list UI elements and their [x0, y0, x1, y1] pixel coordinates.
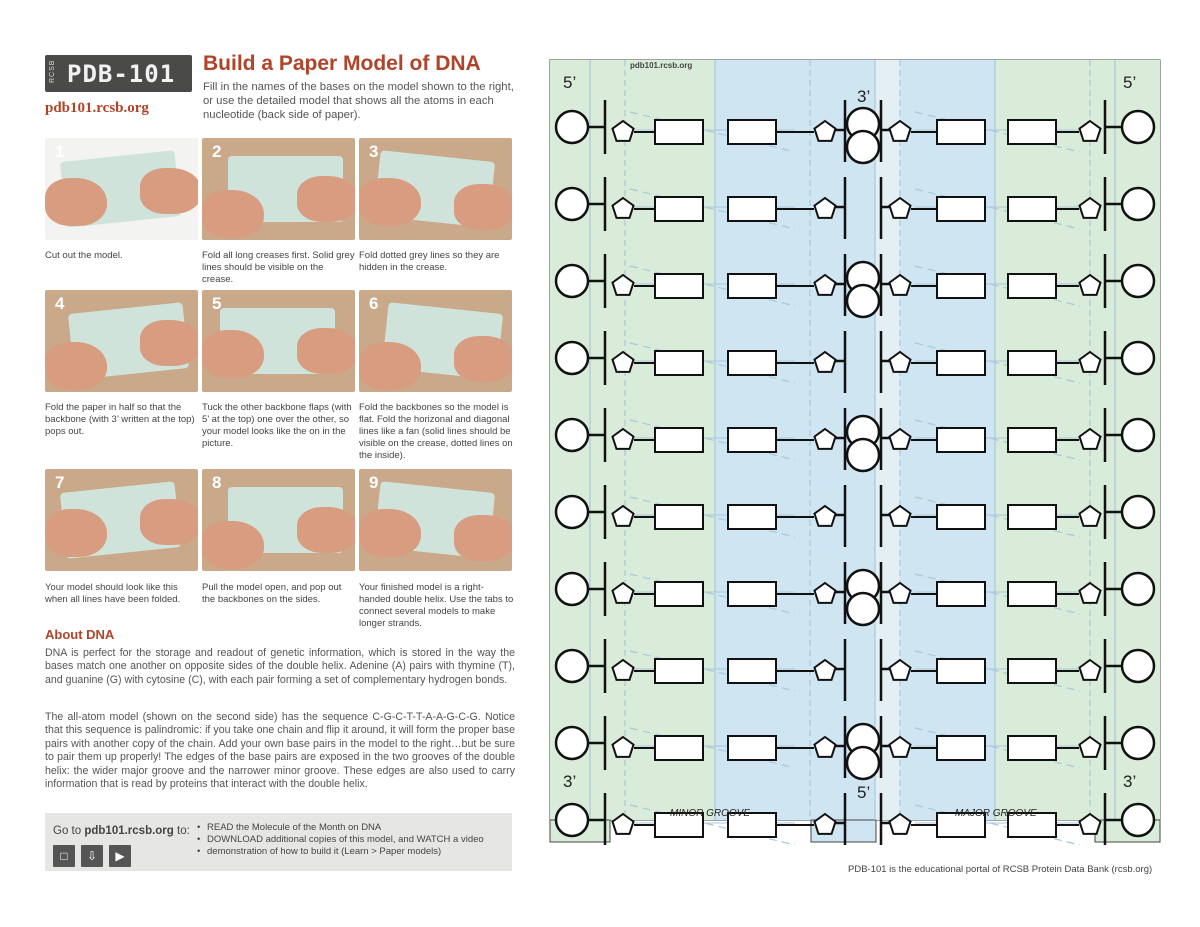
base-box	[1008, 736, 1056, 760]
step-photo-3	[359, 138, 512, 240]
base-box	[655, 736, 703, 760]
phosphate-circle	[1122, 727, 1154, 759]
phosphate-circle	[556, 650, 588, 682]
phosphate-circle	[847, 747, 879, 779]
right-strand-top-label: 5’	[1123, 73, 1137, 92]
left-strand-bottom-label: 3’	[563, 772, 577, 791]
about-paragraph-2: The all-atom model (shown on the second side) has the sequence C-G-C-T-T-A-A-G-C-G. Notice that this sequence is palindromic: if you take one chain and flip it around, it will form the proper base pairs with another copy of the chain. Add your own base pairs in the model to the right…but be sure to pair them up properly! The edges of the base pairs are exposed in the two grooves of the double helix: the wider major groove and the narrower minor groove. These edges are also used to carry information that is read by proteins that interact with the double helix.	[45, 711, 515, 791]
base-box	[1008, 428, 1056, 452]
phosphate-circle	[847, 131, 879, 163]
center-strand-bottom-label: 5’	[857, 783, 871, 802]
step-photo-7	[45, 469, 198, 571]
phosphate-circle	[556, 804, 588, 836]
step-number: 9	[369, 473, 379, 492]
base-box	[1008, 659, 1056, 683]
phosphate-circle	[847, 439, 879, 471]
base-box	[655, 120, 703, 144]
base-box	[655, 274, 703, 298]
phosphate-circle	[1122, 342, 1154, 374]
step-photo-1	[45, 138, 198, 240]
logo-name: PDB-101	[67, 60, 176, 88]
step-photo-4	[45, 290, 198, 392]
step-caption-6: Fold the backbones so the model is flat. Fold the horizonal and diagonal lines like a fan (solid lines should be visible on the crease, dotted lines on the inside).	[359, 402, 513, 461]
step-number: 7	[55, 473, 65, 492]
page-title: Build a Paper Model of DNA	[203, 52, 481, 75]
download-icon[interactable]: ⇩	[81, 845, 103, 867]
phosphate-circle	[1122, 111, 1154, 143]
dna-paper-model	[545, 50, 1165, 845]
phosphate-circle	[1122, 188, 1154, 220]
phosphate-circle	[556, 188, 588, 220]
goto-item-demo: • demonstration of how to build it (Learn > Paper models)	[197, 846, 484, 858]
step-caption-9: Your finished model is a right-handed double helix. Use the tabs to connect several models to make longer strands.	[359, 582, 514, 629]
base-box	[655, 351, 703, 375]
base-box	[728, 505, 776, 529]
step-number: 4	[55, 294, 65, 313]
about-heading: About DNA	[45, 627, 115, 642]
base-box	[1008, 120, 1056, 144]
base-box	[655, 197, 703, 221]
base-box	[937, 582, 985, 606]
base-box	[728, 351, 776, 375]
goto-list	[197, 822, 484, 858]
base-box	[937, 197, 985, 221]
base-box	[1008, 197, 1056, 221]
step-caption-5: Tuck the other backbone flaps (with 5’ at the top) one over the other, so your model looks like the on in the picture.	[202, 402, 352, 449]
goto-site-link[interactable]: pdb101.rcsb.org	[84, 825, 174, 837]
goto-suffix: to:	[177, 825, 190, 837]
phosphate-circle	[1122, 804, 1154, 836]
phosphate-circle	[556, 419, 588, 451]
site-link[interactable]: pdb101.rcsb.org	[45, 100, 149, 116]
phosphate-circle	[1122, 573, 1154, 605]
base-box	[728, 659, 776, 683]
goto-box	[45, 813, 512, 871]
phosphate-circle	[847, 285, 879, 317]
step-caption-7: Your model should look like this when all lines have been folded.	[45, 582, 181, 605]
minor-groove-label: MINOR GROOVE	[670, 808, 751, 819]
base-box	[937, 505, 985, 529]
step-caption-4: Fold the paper in half so that the backbone (with 3’ written at the top) pops out.	[45, 402, 195, 437]
base-box	[728, 120, 776, 144]
play-icon[interactable]: ▶	[109, 845, 131, 867]
base-box	[655, 505, 703, 529]
base-box	[937, 120, 985, 144]
base-box	[1008, 505, 1056, 529]
base-box	[1008, 274, 1056, 298]
base-box	[1008, 582, 1056, 606]
step-number: 3	[369, 142, 379, 161]
phosphate-circle	[1122, 650, 1154, 682]
step-photo-8	[202, 469, 355, 571]
base-box	[728, 274, 776, 298]
phosphate-circle	[1122, 496, 1154, 528]
base-box	[728, 736, 776, 760]
step-photo-6	[359, 290, 512, 392]
step-caption-1: Cut out the model.	[45, 250, 123, 261]
phosphate-circle	[556, 727, 588, 759]
phosphate-circle	[1122, 265, 1154, 297]
intro-text: Fill in the names of the bases on the model shown to the right, or use the detailed model that shows all the atoms in each nucleotide (back side of paper).	[203, 81, 514, 121]
right-strand-bottom-label: 3’	[1123, 772, 1137, 791]
phosphate-circle	[556, 265, 588, 297]
base-box	[1008, 351, 1056, 375]
base-box	[937, 351, 985, 375]
phosphate-circle	[847, 593, 879, 625]
step-photo-2	[202, 138, 355, 240]
step-photo-5	[202, 290, 355, 392]
base-box	[728, 197, 776, 221]
goto-item-download: • DOWNLOAD additional copies of this model, and WATCH a video	[197, 834, 484, 846]
step-caption-3: Fold dotted grey lines so they are hidden in the crease.	[359, 250, 500, 273]
book-icon[interactable]: □	[53, 845, 75, 867]
base-box	[655, 659, 703, 683]
about-paragraph-1: DNA is perfect for the storage and readout of genetic information, which is stored in the way the bases match one another on opposite sides of the double helix. Adenine (A) pairs with thymine (T), and guanine (G) with cytosine (C), with each pair forming a set of complementary hydrogen bonds.	[45, 647, 515, 686]
phosphate-circle	[556, 111, 588, 143]
phosphate-circle	[1122, 419, 1154, 451]
logo-prefix: RCSB	[49, 59, 56, 83]
footer-text: PDB-101 is the educational portal of RCSB Protein Data Bank (rcsb.org)	[848, 864, 1153, 875]
base-box	[728, 428, 776, 452]
step-number: 8	[212, 473, 222, 492]
center-strand-top-label: 3’	[857, 87, 871, 106]
left-strand-top-label: 5’	[563, 73, 577, 92]
base-box	[655, 582, 703, 606]
phosphate-circle	[556, 496, 588, 528]
base-box	[937, 736, 985, 760]
step-photo-9	[359, 469, 512, 571]
base-box	[655, 428, 703, 452]
step-number: 2	[212, 142, 222, 161]
base-box	[937, 428, 985, 452]
base-box	[937, 659, 985, 683]
goto-label	[53, 825, 190, 837]
phosphate-circle	[556, 573, 588, 605]
model-site-tag: pdb101.rcsb.org	[630, 61, 693, 70]
goto-item-read: • READ the Molecule of the Month on DNA	[197, 822, 484, 834]
pdb101-logo	[45, 55, 192, 92]
phosphate-circle	[556, 342, 588, 374]
step-caption-2: Fold all long creases first. Solid grey lines should be visible on the crease.	[202, 250, 355, 285]
step-number: 5	[212, 294, 222, 313]
goto-prefix: Go to	[53, 825, 82, 837]
step-number: 1	[55, 142, 65, 161]
base-box	[937, 274, 985, 298]
step-number: 6	[369, 294, 379, 313]
base-box	[728, 582, 776, 606]
step-caption-8: Pull the model open, and pop out the backbones on the sides.	[202, 582, 342, 605]
major-groove-label: MAJOR GROOVE	[955, 808, 1037, 819]
